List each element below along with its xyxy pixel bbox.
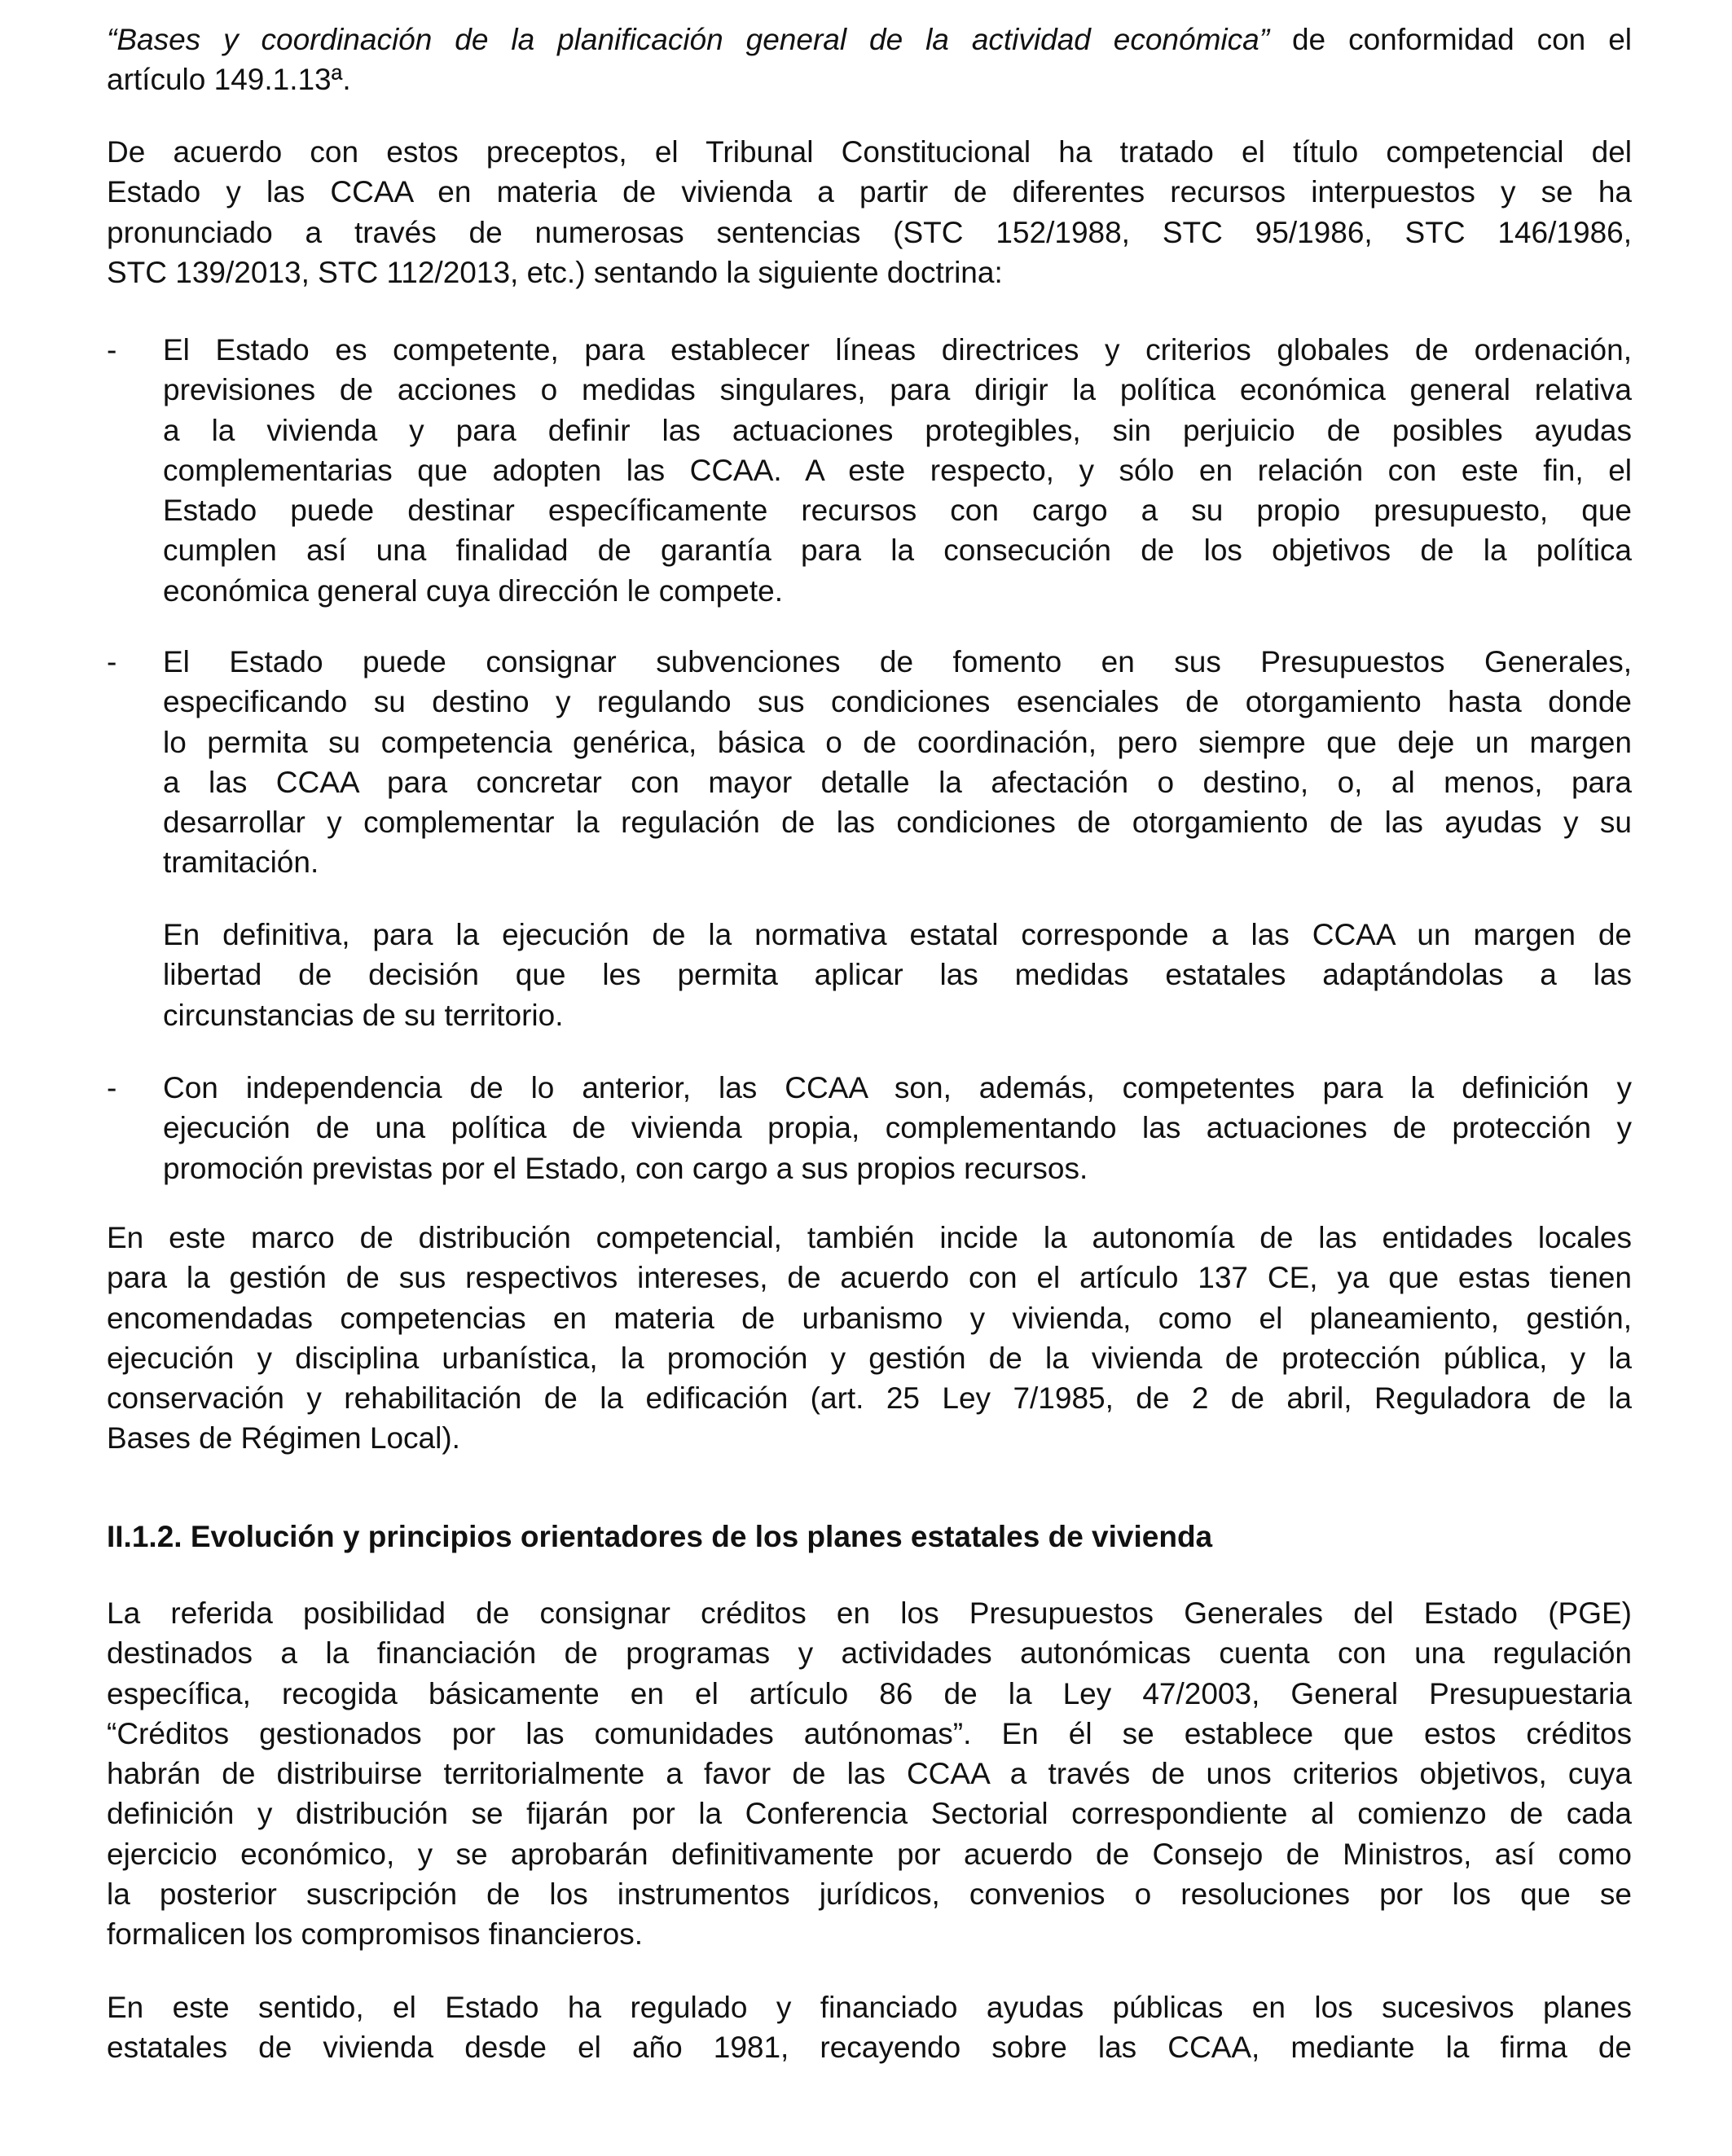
indented-paragraph: [163, 915, 1632, 1035]
text-line: cumplen así una finalidad de garantía para la consecución de los objetivos de la política: [163, 534, 1632, 568]
text-line: Estado puede destinar específicamente recursos con cargo a su propio presupuesto, que: [163, 494, 1632, 528]
text-line: ejecución de una política de vivienda propia, complementando las actuaciones de protección y: [163, 1111, 1632, 1145]
text-line: ejecución y disciplina urbanística, la promoción y gestión de la vivienda de protección pública, y la: [107, 1341, 1632, 1375]
text-line: encomendadas competencias en materia de urbanismo y vivienda, como el planeamiento, gestión,: [107, 1301, 1632, 1335]
section-heading: [107, 1517, 1632, 1557]
text-line: En definitiva, para la ejecución de la normativa estatal corresponde a las CCAA un margen de: [163, 918, 1632, 951]
text-line: para la gestión de sus respectivos intereses, de acuerdo con el artículo 137 CE, ya que estas tienen: [107, 1261, 1632, 1295]
text-line: económica general cuya dirección le compete.: [163, 573, 783, 608]
text-line: estatales de vivienda desde el año 1981, recayendo sobre las CCAA, mediante la firma de: [107, 2031, 1632, 2065]
bullet-dash: -: [107, 645, 117, 678]
paragraph: [107, 132, 1632, 292]
bullet-dash: -: [107, 333, 117, 367]
text-line: STC 139/2013, STC 112/2013, etc.) sentando la siguiente doctrina:: [107, 255, 1003, 289]
text-line: Estado y las CCAA en materia de vivienda a partir de diferentes recursos interpuestos y se ha: [107, 175, 1632, 209]
text-line: libertad de decisión que les permita aplicar las medidas estatales adaptándolas a las: [163, 958, 1632, 992]
heading-text: II.1.2. Evolución y principios orientadores de los planes estatales de vivienda: [107, 1520, 1213, 1553]
text-line: pronunciado a través de numerosas sentencias (STC 152/1988, STC 95/1986, STC 146/1986,: [107, 215, 1632, 249]
text-line: a las CCAA para concretar con mayor detalle la afectación o destino, o, al menos, para: [163, 765, 1632, 799]
text-line: Bases de Régimen Local).: [107, 1421, 460, 1456]
text-line: De acuerdo con estos preceptos, el Tribunal Constitucional ha tratado el título competencial del: [107, 135, 1632, 169]
paragraph-intro: [107, 20, 1632, 100]
text-line: circunstancias de su territorio.: [163, 998, 564, 1032]
text-line: [107, 20, 1632, 59]
bullet-dash: -: [107, 1071, 117, 1104]
text-line: desarrollar y complementar la regulación de las condiciones de otorgamiento de las ayudas y su: [163, 806, 1632, 840]
text-line: En este marco de distribución competencial, también incide la autonomía de las entidades locales: [107, 1221, 1632, 1254]
text-line: ejercicio económico, y se aprobarán definitivamente por acuerdo de Consejo de Ministros, así como: [107, 1837, 1632, 1871]
text-line: complementarias que adopten las CCAA. A este respecto, y sólo en relación con este fin, el: [163, 453, 1632, 487]
bullet-text: [163, 1068, 1632, 1188]
text-line: “Créditos gestionados por las comunidades autónomas”. En él se establece que estos créditos: [107, 1716, 1632, 1750]
text-line: la posterior suscripción de los instrumentos jurídicos, convenios o resoluciones por los que se: [107, 1877, 1632, 1912]
quoted-title: “Bases y coordinación de la planificación general de la actividad económica”: [107, 23, 1270, 56]
text-line: El Estado es competente, para establecer líneas directrices y criterios globales de ordenación,: [163, 333, 1632, 367]
bullet-text: [163, 330, 1632, 611]
text-line: tramitación.: [163, 845, 319, 880]
text-line: a la vivienda y para definir las actuaciones protegibles, sin perjuicio de posibles ayudas: [163, 413, 1632, 447]
text-line: promoción previstas por el Estado, con cargo a sus propios recursos.: [163, 1151, 1088, 1185]
text-line: definición y distribución se fijarán por la Conferencia Sectorial correspondiente al comienzo de cada: [107, 1797, 1632, 1831]
text-line: En este sentido, el Estado ha regulado y financiado ayudas públicas en los sucesivos planes: [107, 1991, 1632, 2024]
text-line: destinados a la financiación de programas y actividades autonómicas cuenta con una regulación: [107, 1636, 1632, 1671]
text-line: lo permita su competencia genérica, básica o de coordinación, pero siempre que deje un margen: [163, 725, 1632, 759]
text-line: habrán de distribuirse territorialmente a favor de las CCAA a través de unos criterios objetivos, cuya: [107, 1757, 1632, 1791]
text-line: La referida posibilidad de consignar créditos en los Presupuestos Generales del Estado (PGE): [107, 1596, 1632, 1630]
paragraph: [107, 1218, 1632, 1459]
text-line: previsiones de acciones o medidas singulares, para dirigir la política económica general relativa: [163, 373, 1632, 407]
paragraph: [107, 1593, 1632, 1955]
text-line: formalicen los compromisos financieros.: [107, 1917, 644, 1952]
text-line: conservación y rehabilitación de la edificación (art. 25 Ley 7/1985, de 2 de abril, Reguladora de la: [107, 1381, 1632, 1416]
text-line: El Estado puede consignar subvenciones de fomento en sus Presupuestos Generales,: [163, 645, 1632, 678]
text-line: Con independencia de lo anterior, las CCAA son, además, competentes para la definición y: [163, 1071, 1632, 1104]
bullet-text: [163, 642, 1632, 883]
text-line: específica, recogida básicamente en el artículo 86 de la Ley 47/2003, General Presupuestaria: [107, 1676, 1632, 1710]
paragraph: [107, 1987, 1632, 2068]
text-span: de conformidad con el: [1269, 23, 1632, 56]
text-line: especificando su destino y regulando sus condiciones esenciales de otorgamiento hasta donde: [163, 685, 1632, 719]
text-line: artículo 149.1.13ª.: [107, 63, 351, 97]
